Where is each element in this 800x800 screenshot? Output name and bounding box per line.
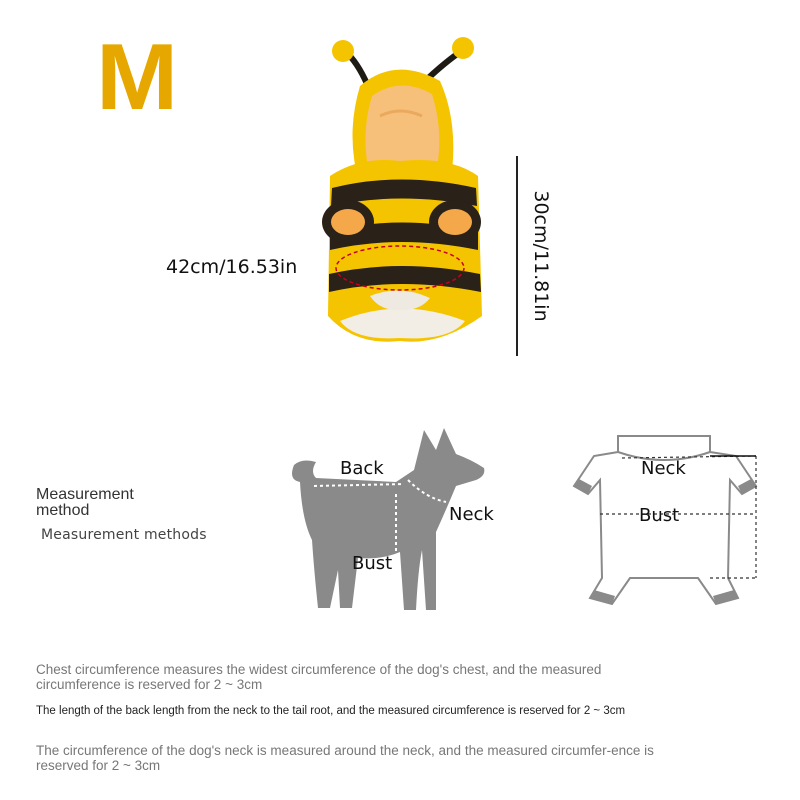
back-note: The length of the back length from the neck to the tail root, and the measured circumference is reserved for 2 ~ 3cm <box>36 705 626 717</box>
length-measure-label: 30cm/11.81in <box>530 190 552 322</box>
length-measure-line <box>516 156 518 356</box>
measurement-title: Measurement method <box>36 486 134 519</box>
length-measure-wrap <box>526 156 556 356</box>
chest-measure-label: 42cm/16.53in <box>166 256 298 278</box>
dog-bust-label: Bust <box>352 553 393 574</box>
neck-note: The circumference of the dog's neck is measured around the neck, and the measured circumfer-ence is reserved for 2 ~ 3cm <box>36 743 654 773</box>
bee-hoodie-icon <box>300 36 500 356</box>
garment-bust-label: Bust <box>639 505 680 526</box>
measurement-subtitle: Measurement methods <box>41 527 207 543</box>
dog-back-label: Back <box>340 458 384 479</box>
size-label: M <box>96 24 177 129</box>
garment-neck-label: Neck <box>641 458 686 479</box>
chest-note: Chest circumference measures the widest circumference of the dog's chest, and the measured circumference is reserved for 2 ~ 3cm <box>36 662 602 692</box>
dog-neck-label: Neck <box>449 504 494 525</box>
